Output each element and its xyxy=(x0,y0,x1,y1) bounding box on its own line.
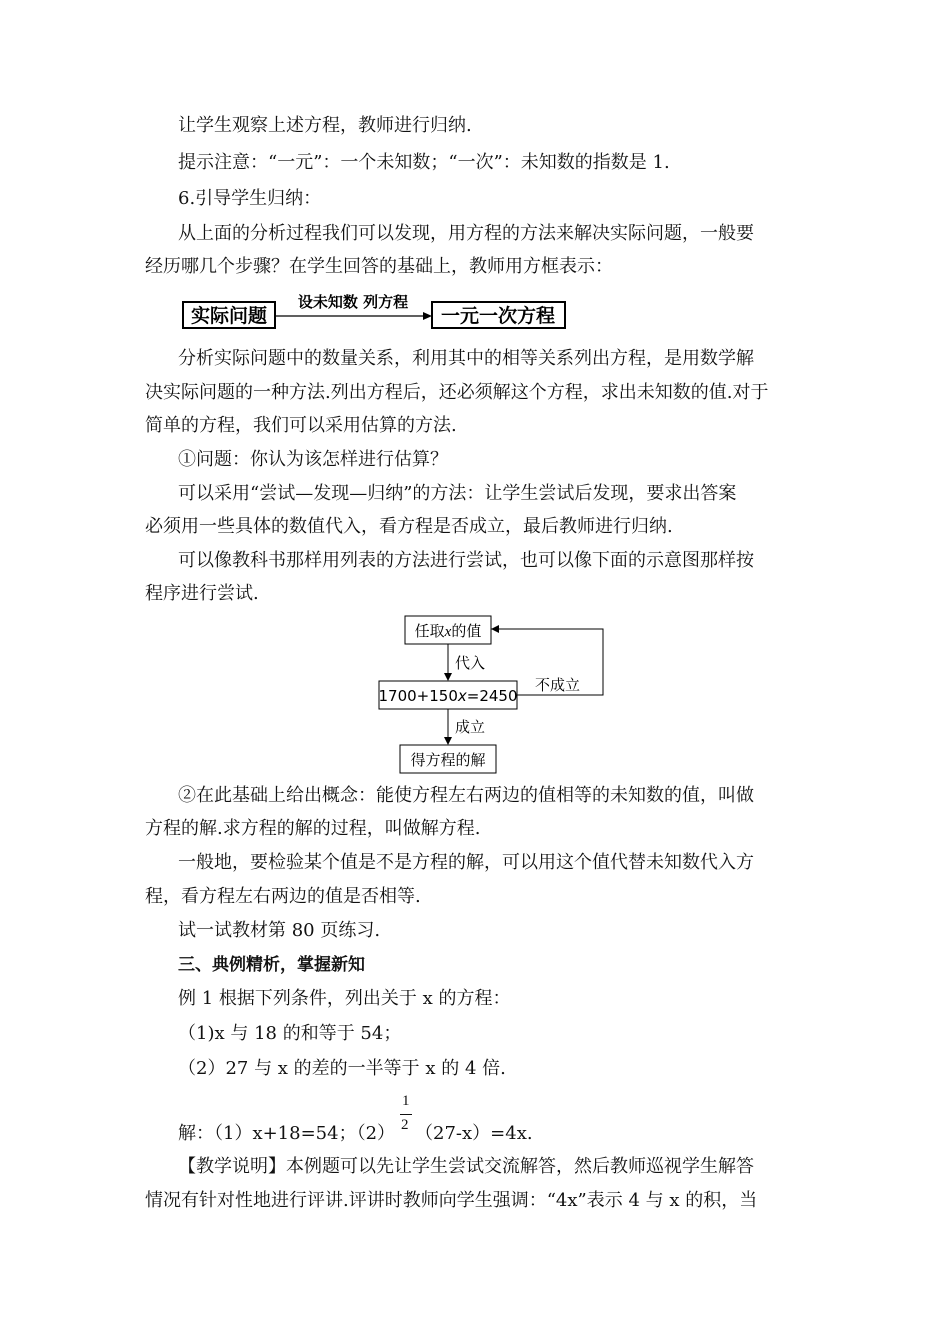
solution-line xyxy=(145,1117,810,1151)
paragraph: 分析实际问题中的数量关系，利用其中的相等关系列出方程，是用数学解 xyxy=(178,348,754,369)
flow-arrow-label: 设未知数 列方程 xyxy=(297,293,409,311)
box-pick-value-label: 任取x的值 xyxy=(414,622,482,640)
paragraph: 提示注意：“一元”：一个未知数；“一次”：未知数的指数是 1. xyxy=(178,152,670,173)
paragraph: 程序进行尝试. xyxy=(145,583,259,604)
paragraph: 试一试教材第 80 页练习. xyxy=(178,920,381,941)
paragraph: 经历哪几个步骤？在学生回答的基础上，教师用方框表示： xyxy=(145,256,613,277)
flow-diagram-steps xyxy=(178,290,573,334)
paragraph: （1)x 与 18 的和等于 54； xyxy=(178,1023,402,1044)
paragraph: 程，看方程左右两边的值是否相等. xyxy=(145,886,421,907)
arrow-head-icon xyxy=(423,312,432,320)
box-solution-label: 得方程的解 xyxy=(410,751,486,769)
section-heading: 三、典例精析，掌握新知 xyxy=(178,955,365,975)
label-substitute: 代入 xyxy=(455,654,486,672)
paragraph: 【教学说明】本例题可以先让学生尝试交流解答，然后教师巡视学生解答 xyxy=(178,1156,754,1177)
solution-part-1: 解：（1）x+18=54；（2） xyxy=(178,1123,396,1144)
paragraph: 从上面的分析过程我们可以发现，用方程的方法来解决实际问题，一般要 xyxy=(178,223,754,244)
label-hold: 成立 xyxy=(455,718,486,736)
paragraph: 6.引导学生归纳： xyxy=(178,188,322,209)
solution-part-2: （27-x）=4x. xyxy=(415,1123,533,1144)
paragraph: 情况有针对性地进行评讲.评讲时教师向学生强调：“4x”表示 4 与 x 的积，当 xyxy=(145,1190,758,1211)
paragraph: 方程的解.求方程的解的过程，叫做解方程. xyxy=(145,818,481,839)
arrow-head-icon xyxy=(491,625,499,633)
box-equation-label: 1700+150x=2450 xyxy=(378,687,518,705)
paragraph: 例 1 根据下列条件，列出关于 x 的方程： xyxy=(178,988,511,1009)
fraction-denominator: 2 xyxy=(401,1117,409,1133)
fraction-numerator: 1 xyxy=(402,1093,410,1109)
flow-diagram-trial xyxy=(375,612,615,774)
box-actual-problem-label: 实际问题 xyxy=(190,305,268,327)
paragraph: 决实际问题的一种方法.列出方程后，还必须解这个方程，求出未知数的值.对于 xyxy=(145,382,769,403)
paragraph: 可以像教科书那样用列表的方法进行尝试，也可以像下面的示意图那样按 xyxy=(178,550,754,571)
paragraph: （2）27 与 x 的差的一半等于 x 的 4 倍. xyxy=(178,1058,506,1079)
paragraph: ①问题：你认为该怎样进行估算？ xyxy=(178,449,448,470)
arrow-head-icon xyxy=(444,673,452,681)
arrow-head-icon xyxy=(444,737,452,745)
box-linear-equation-label: 一元一次方程 xyxy=(440,305,556,327)
label-not-hold: 不成立 xyxy=(535,676,581,694)
paragraph: 简单的方程，我们可以采用估算的方法. xyxy=(145,415,457,436)
paragraph: 一般地，要检验某个值是不是方程的解，可以用这个值代替未知数代入方 xyxy=(178,852,754,873)
paragraph: 必须用一些具体的数值代入，看方程是否成立，最后教师进行归纳. xyxy=(145,516,673,537)
paragraph: 让学生观察上述方程，教师进行归纳. xyxy=(178,115,472,136)
fraction-bar xyxy=(400,1114,412,1115)
paragraph: 可以采用“尝试—发现—归纳”的方法：让学生尝试后发现，要求出答案 xyxy=(178,483,737,504)
paragraph: ②在此基础上给出概念：能使方程左右两边的值相等的未知数的值，叫做 xyxy=(178,785,754,806)
